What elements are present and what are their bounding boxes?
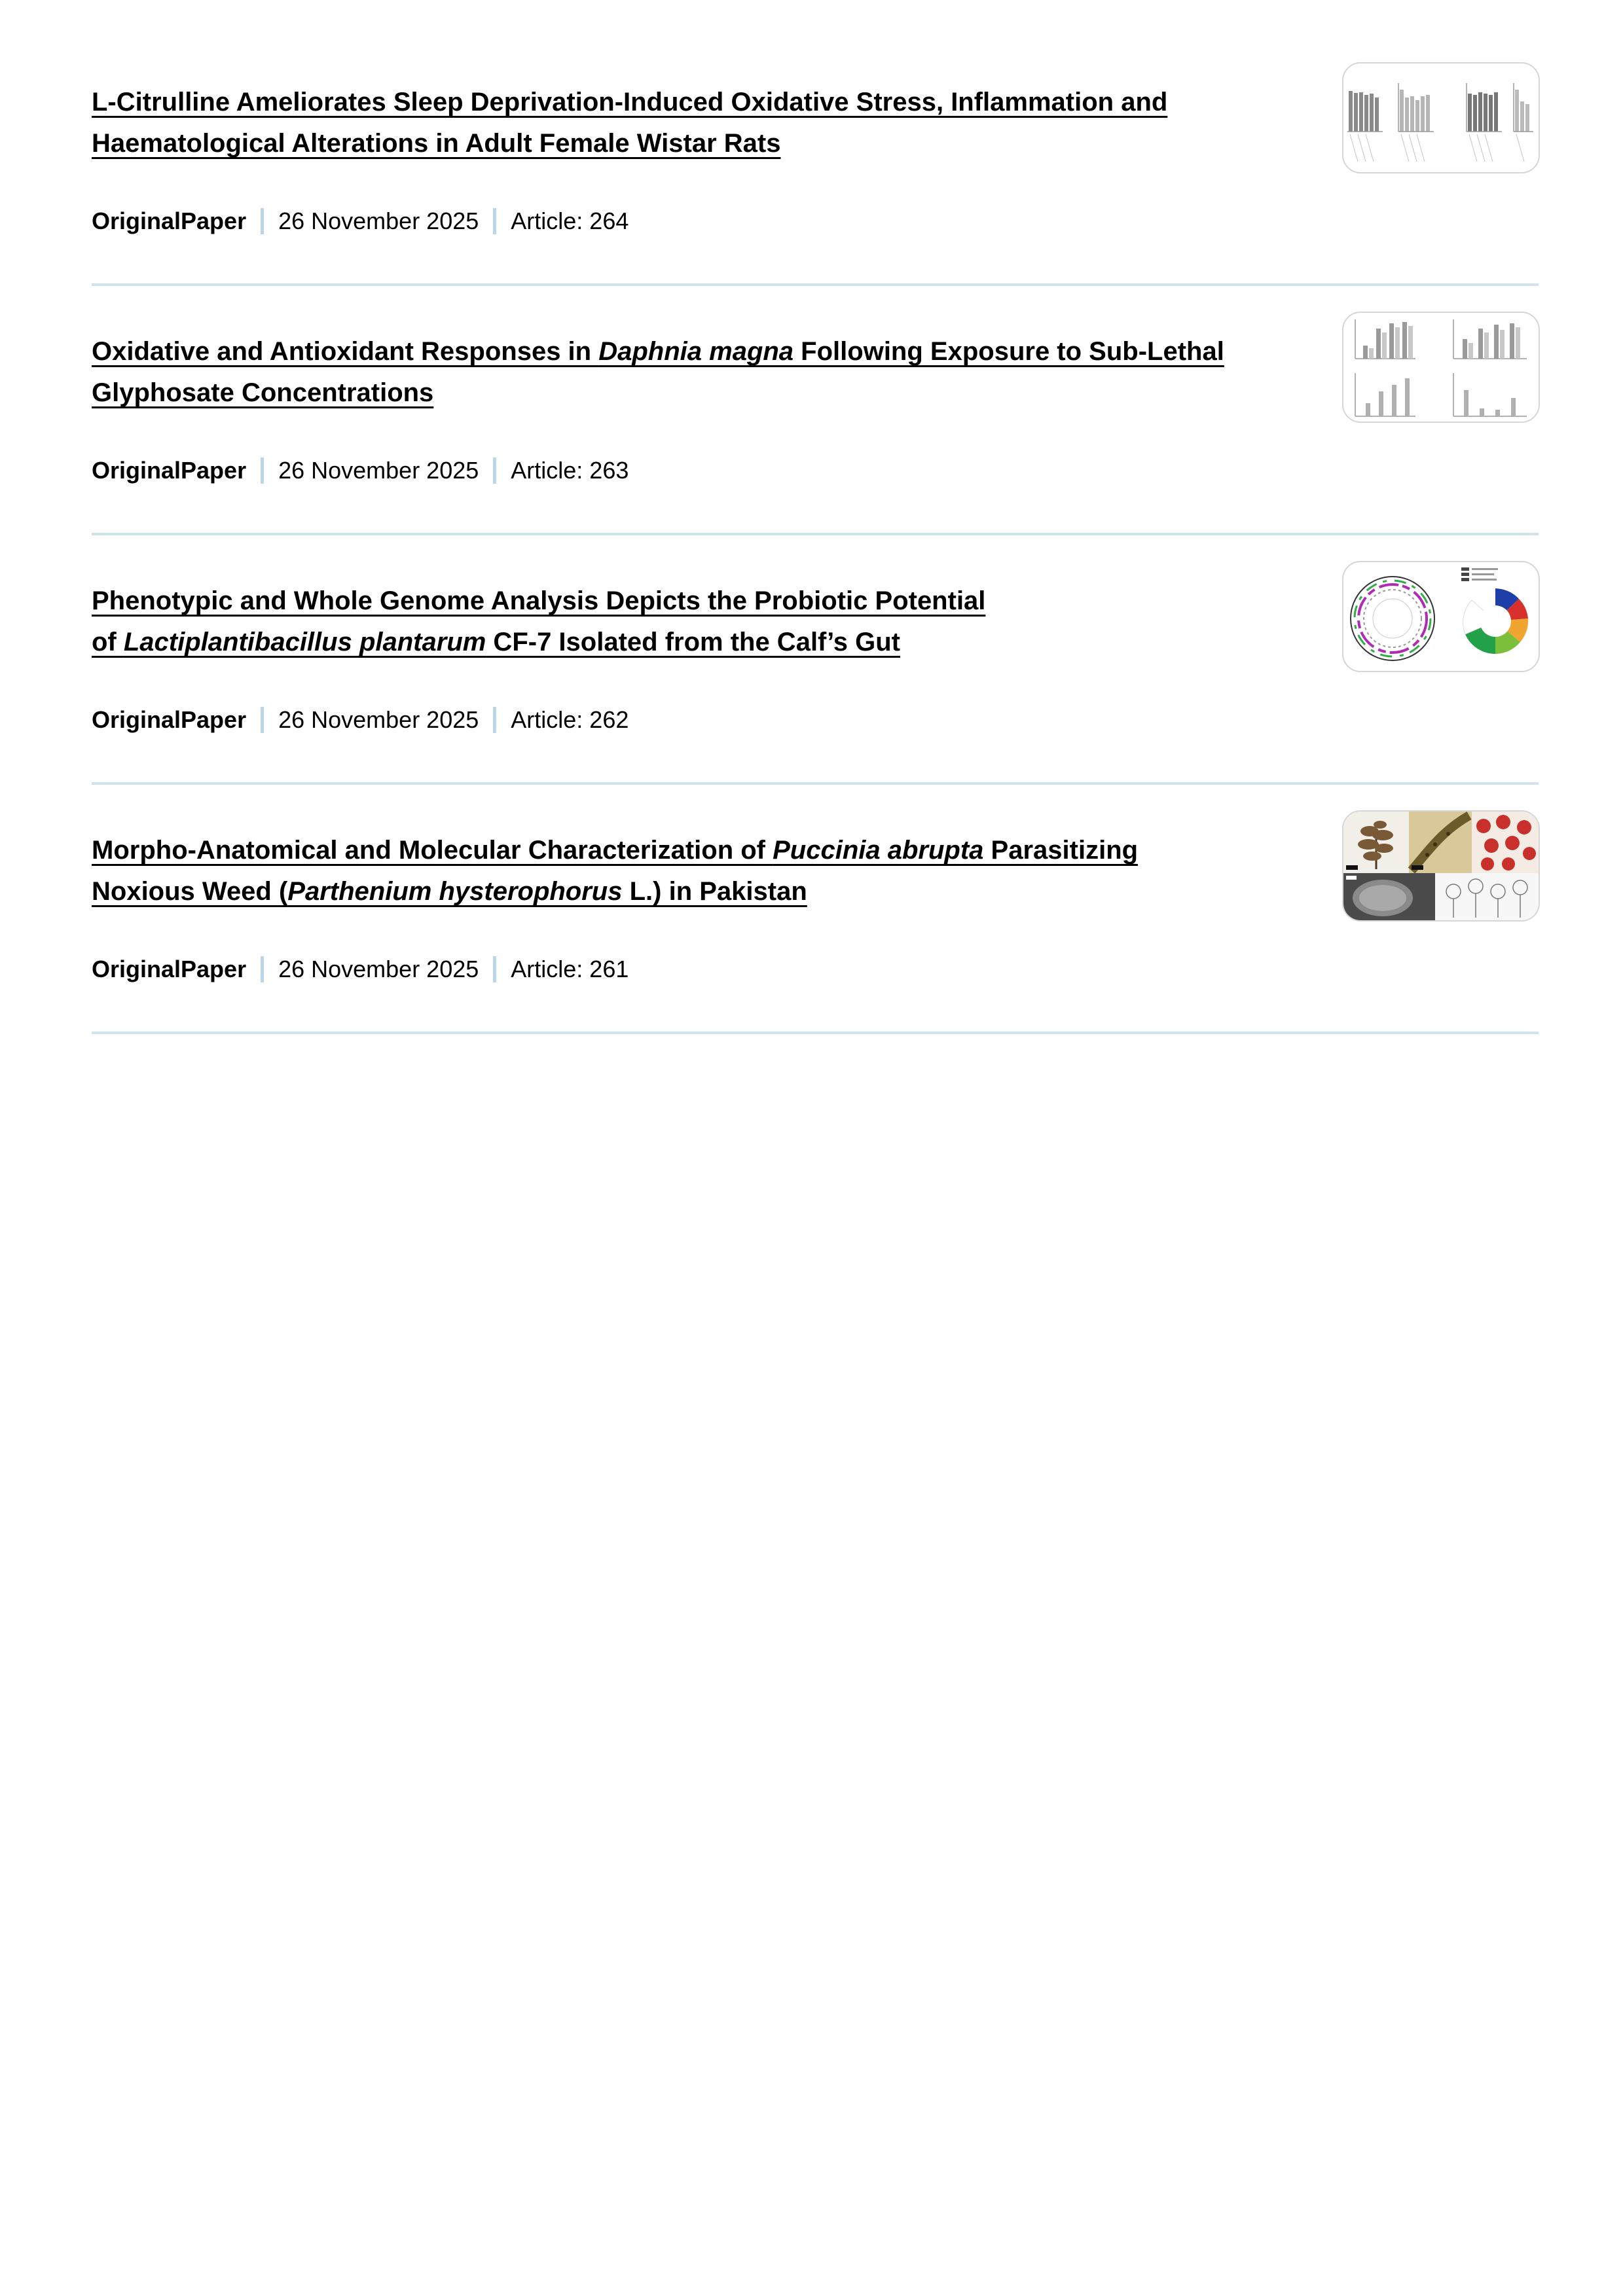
article-thumbnail[interactable]	[1342, 62, 1540, 173]
article-title-line[interactable]: L-Citrulline Ameliorates Sleep Deprivation-Induced Oxidative Stress, Inflammation and	[92, 88, 1168, 117]
article-number: Article: 262	[511, 706, 629, 733]
article-item	[92, 82, 1539, 370]
title-italic-text[interactable]: Daphnia magna	[598, 337, 794, 366]
article-type: OriginalPaper	[92, 956, 247, 982]
article-thumbnail[interactable]	[1342, 810, 1540, 922]
bar-chart-figure-icon	[1343, 63, 1539, 172]
title-text[interactable]: of	[92, 628, 124, 656]
article-item	[92, 830, 1539, 1118]
article-item	[92, 331, 1539, 619]
title-text[interactable]: L.) in Pakistan	[622, 877, 807, 906]
article-meta	[92, 704, 629, 736]
article-type: OriginalPaper	[92, 706, 247, 733]
article-title-line[interactable]: Phenotypic and Whole Genome Analysis Depicts the Probiotic Potential	[92, 586, 986, 615]
article-title-line[interactable]: Haematological Alterations in Adult Female Wistar Rats	[92, 129, 781, 158]
article-title-link[interactable]	[92, 830, 1322, 912]
meta-separator	[261, 956, 264, 982]
article-number: Article: 264	[511, 207, 629, 234]
plant-micrograph-figure-icon	[1343, 812, 1539, 920]
article-type: OriginalPaper	[92, 207, 247, 234]
article-number: Article: 263	[511, 457, 629, 484]
bar-chart-panels-figure-icon	[1343, 313, 1539, 422]
meta-separator	[493, 956, 496, 982]
article-thumbnail[interactable]	[1342, 561, 1540, 672]
meta-separator	[261, 208, 264, 234]
title-italic-text[interactable]: Lactiplantibacillus plantarum	[123, 628, 486, 656]
article-title-link[interactable]	[92, 331, 1322, 414]
article-number: Article: 261	[511, 956, 629, 982]
article-type: OriginalPaper	[92, 457, 247, 484]
article-meta	[92, 205, 629, 238]
article-divider	[92, 1031, 1539, 1034]
article-title-line[interactable]: Glyphosate Concentrations	[92, 378, 434, 407]
title-text[interactable]: CF-7 Isolated from the Calf’s Gut	[486, 628, 900, 656]
article-date: 26 November 2025	[278, 706, 479, 733]
title-text[interactable]: Morpho-Anatomical and Molecular Characterization of	[92, 836, 773, 865]
genome-map-figure-icon	[1343, 562, 1539, 671]
article-title-link[interactable]	[92, 82, 1322, 164]
article-title-line[interactable]	[92, 877, 807, 906]
meta-separator	[261, 457, 264, 484]
title-italic-text[interactable]: Puccinia abrupta	[773, 836, 984, 865]
meta-separator	[493, 208, 496, 234]
article-title-line[interactable]	[92, 836, 1138, 865]
article-divider	[92, 533, 1539, 535]
article-thumbnail[interactable]	[1342, 312, 1540, 423]
article-meta	[92, 454, 629, 487]
article-title-link[interactable]	[92, 581, 1322, 663]
article-title-line[interactable]	[92, 628, 900, 656]
article-divider	[92, 283, 1539, 286]
title-text[interactable]: Following Exposure to Sub-Lethal	[793, 337, 1224, 366]
title-italic-text[interactable]: Parthenium hysterophorus	[287, 877, 623, 906]
article-item	[92, 581, 1539, 869]
article-date: 26 November 2025	[278, 207, 479, 234]
article-date: 26 November 2025	[278, 457, 479, 484]
title-text[interactable]: Parasitizing	[983, 836, 1139, 865]
meta-separator	[493, 707, 496, 733]
title-text[interactable]: Noxious Weed (	[92, 877, 288, 906]
article-title-line[interactable]	[92, 337, 1224, 366]
article-meta	[92, 953, 629, 986]
title-text[interactable]: Oxidative and Antioxidant Responses in	[92, 337, 599, 366]
meta-separator	[493, 457, 496, 484]
article-date: 26 November 2025	[278, 956, 479, 982]
meta-separator	[261, 707, 264, 733]
article-divider	[92, 782, 1539, 785]
